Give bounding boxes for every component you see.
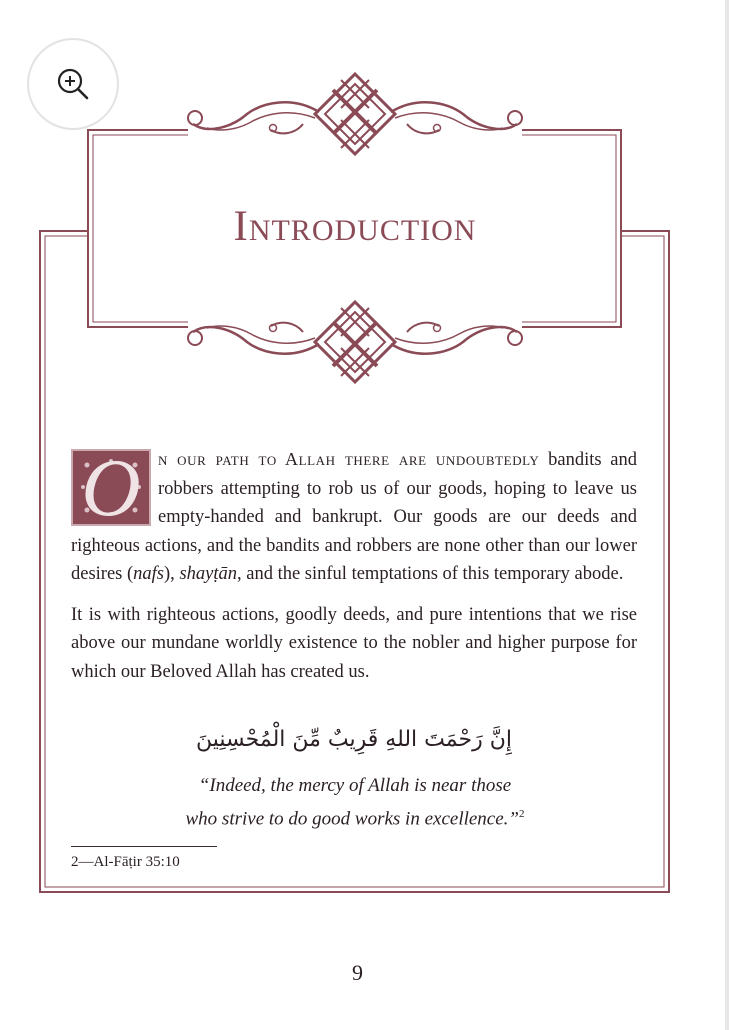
footnote: 2—Al-Fāṭir 35:10 [71,854,180,870]
verse-translation [120,771,590,833]
paragraph-2: It is with righteous actions, goodly deeds, and pure intentions that we rise above our mundane worldly existence to the nobler and higher purpose for which our Beloved Allah has created us. [71,604,637,682]
lead-in: n our path to Allah there are undoubtedly [158,449,540,469]
paragraph-1-text: bandits and robbers attempting to rob us of our goods, hoping to leave us empty-handed and bankrupt. Our goods are our deeds and righteous actions, and the bandits and robbers are none other than our lower desires ( [71,450,637,584]
drop-cap-letter: O [81,442,141,533]
paragraph-1 [71,442,637,589]
term-nafs: nafs [133,564,165,584]
paragraph-1-text-middle: ), [164,564,180,584]
footnote-reference[interactable]: 2 [519,808,525,820]
arabic-verse: إِنَّ رَحْمَتَ اللهِ قَرِيبٌ مِّنَ الْمُحْسِنِينَ [196,727,512,752]
zoom-in-icon [54,65,92,103]
drop-cap [71,442,151,533]
quote-line-2 [120,800,590,833]
body-text [71,442,637,686]
chapter-title: Introduction [233,203,477,250]
paragraph-1-text-end: , and the sinful temptations of this temporary abode. [237,564,624,584]
footnote-divider [71,846,217,847]
quote-line-1: “Indeed, the mercy of Allah is near those [198,775,512,796]
quote-line-2-text: who strive to do good works in excellence.” [185,808,519,830]
zoom-in-button[interactable] [27,38,119,130]
term-shaytan: shayṭān [179,564,237,584]
page-number: 9 [352,960,363,985]
